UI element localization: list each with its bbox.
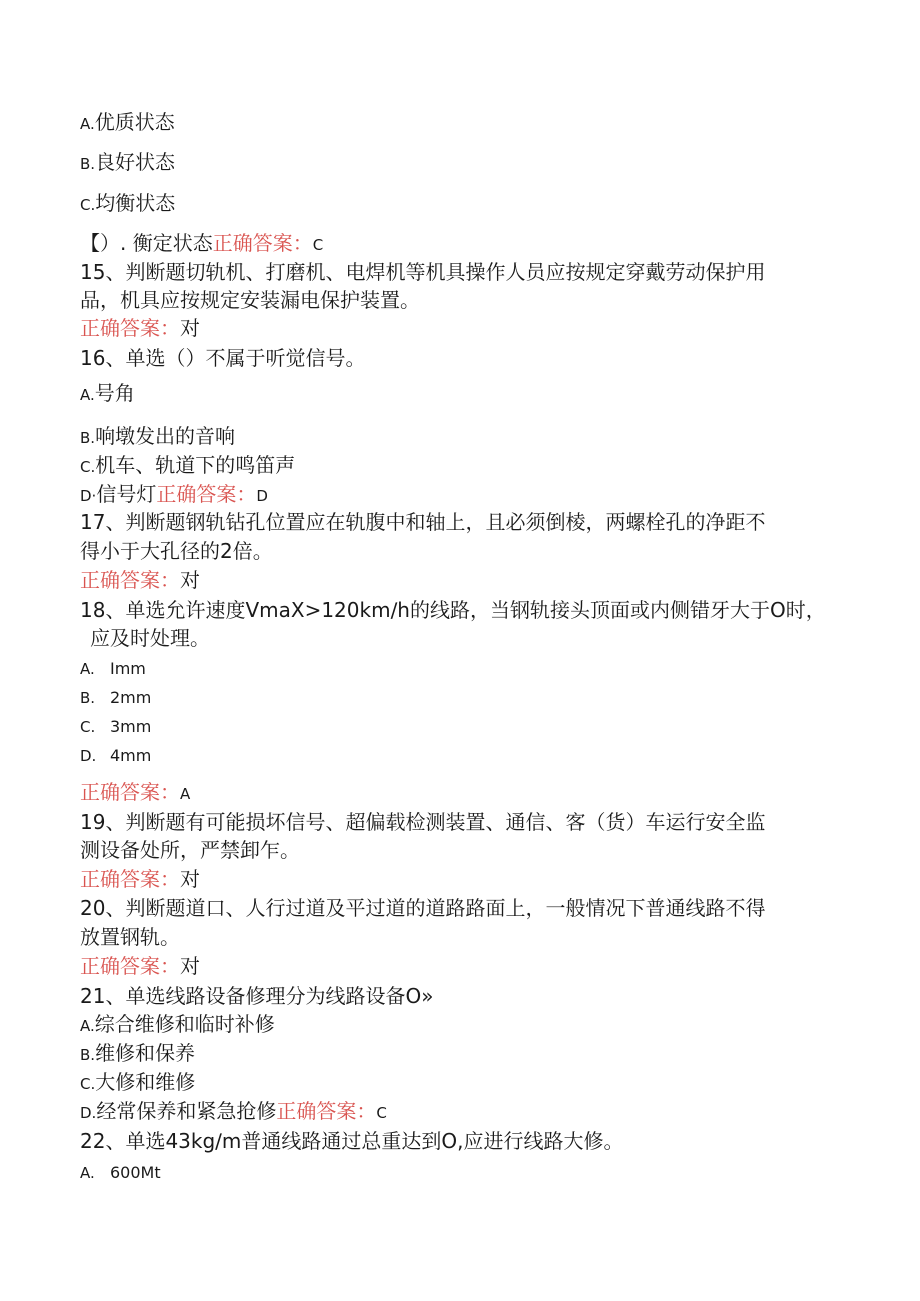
option-c: [80, 1070, 195, 1096]
answer-label: 正确答案：: [80, 568, 180, 592]
answer-value: 对: [180, 867, 200, 891]
option-letter: B.: [80, 155, 96, 173]
answer-label: 正确答案：: [80, 316, 180, 340]
answer-label: 正确答案：: [80, 780, 180, 804]
question-text: 放置钢轨。: [80, 925, 180, 949]
question-text: 测设备处所，严禁卸乍。: [80, 838, 300, 862]
option-text: 【）. 衡定状态: [80, 231, 213, 255]
option-text: 600Mt: [110, 1163, 161, 1182]
question-text: 18、单选允许速度VmaX>120km∕h的线路，当钢轨接头顶面或内侧错牙大于O时，: [80, 598, 826, 622]
option-b: [80, 424, 235, 450]
question-17-line-2: [80, 539, 273, 563]
option-d-with-answer: [80, 231, 323, 257]
option-letter: D.: [80, 747, 97, 765]
option-a: [80, 1161, 161, 1185]
option-letter: C.: [80, 718, 96, 736]
answer-19: [80, 867, 200, 891]
option-c: [80, 453, 295, 479]
option-text: Imm: [110, 659, 146, 678]
question-text: 17、判断题钢轨钻孔位置应在轨腹中和轴上，且必须倒棱，两螺栓孔的净距不: [80, 510, 766, 534]
answer-value: C: [312, 236, 324, 254]
option-b: [80, 686, 151, 710]
option-text: 经常保养和紧急抢修: [96, 1099, 277, 1123]
answer-value: A: [180, 785, 191, 803]
option-letter: A.: [80, 1017, 95, 1035]
option-letter: B.: [80, 689, 96, 707]
option-text: 4mm: [110, 746, 152, 765]
question-text: 15、判断题切轨机、打磨机、电焊机等机具操作人员应按规定穿戴劳动保护用: [80, 260, 766, 284]
option-a: [80, 381, 135, 407]
option-c: [80, 191, 175, 217]
option-c: [80, 715, 151, 739]
option-d: [80, 744, 151, 768]
option-text: 优质状态: [94, 110, 175, 134]
option-text: 3mm: [110, 717, 152, 736]
option-d-with-answer: [80, 482, 268, 508]
question-15-line-2: [80, 288, 420, 312]
question-17-line-1: [80, 510, 765, 534]
option-text: 响墩发出的音响: [95, 424, 236, 448]
option-text: 信号灯: [96, 482, 157, 506]
question-18-line-1: [80, 598, 826, 622]
option-text: 维修和保养: [95, 1041, 196, 1065]
option-text: 综合维修和临时补修: [94, 1012, 275, 1036]
option-a: [80, 657, 146, 681]
option-text: 大修和维修: [95, 1070, 196, 1094]
option-letter: A.: [80, 115, 95, 133]
option-b: [80, 1041, 195, 1067]
option-letter: C.: [80, 196, 96, 214]
answer-20: [80, 954, 200, 978]
option-a: [80, 1012, 275, 1038]
answer-label: 正确答案：: [212, 231, 313, 255]
question-text: 19、判断题有可能损坏信号、超偏载检测装置、通信、客（货）车运行安全监: [80, 810, 766, 834]
option-text: 均衡状态: [95, 191, 176, 215]
answer-label: 正确答案：: [80, 954, 180, 978]
answer-value: 对: [180, 954, 200, 978]
option-letter: A.: [80, 660, 95, 678]
answer-value: C: [376, 1104, 387, 1122]
option-letter: D·: [80, 487, 97, 505]
option-text: 机车、轨道下的鸣笛声: [95, 453, 296, 477]
answer-17: [80, 568, 200, 592]
option-text: 号角: [94, 381, 135, 405]
answer-label: 正确答案：: [80, 867, 180, 891]
option-b: [80, 150, 175, 176]
option-letter: C.: [80, 1075, 96, 1093]
option-letter: B.: [80, 1046, 96, 1064]
option-letter: D.: [80, 1104, 97, 1122]
question-21: [80, 984, 433, 1008]
option-letter: B.: [80, 429, 96, 447]
question-18-line-2: [90, 626, 210, 650]
answer-18: [80, 780, 190, 806]
option-letter: A.: [80, 1164, 95, 1182]
question-text: 16、单选（）不属于听觉信号。: [80, 346, 366, 370]
question-16: [80, 346, 365, 370]
option-letter: A.: [80, 386, 95, 404]
question-20-line-2: [80, 925, 180, 949]
question-text: 得小于大孔径的2倍。: [80, 539, 273, 563]
question-text: 应及时处理。: [90, 626, 210, 650]
option-text: 良好状态: [95, 150, 176, 174]
option-d-with-answer: [80, 1099, 387, 1125]
option-a: [80, 110, 175, 136]
answer-value: D: [256, 487, 268, 505]
question-19-line-2: [80, 838, 300, 862]
question-22: [80, 1129, 624, 1153]
question-text: 22、单选43kg∕m普通线路通过总重达到O,应进行线路大修。: [80, 1129, 624, 1153]
question-20-line-1: [80, 896, 765, 920]
question-text: 品，机具应按规定安装漏电保护装置。: [80, 288, 420, 312]
option-text: 2mm: [110, 688, 152, 707]
option-letter: C.: [80, 458, 96, 476]
question-text: 20、判断题道口、人行过道及平过道的道路路面上，一般情况下普通线路不得: [80, 896, 766, 920]
answer-label: 正确答案：: [156, 482, 257, 506]
question-text: 21、单选线路设备修理分为线路设备O»: [80, 984, 434, 1008]
question-15-line-1: [80, 260, 765, 284]
question-19-line-1: [80, 810, 765, 834]
answer-value: 对: [180, 568, 200, 592]
answer-label: 正确答案：: [276, 1099, 377, 1123]
answer-15: [80, 316, 200, 340]
answer-value: 对: [180, 316, 200, 340]
